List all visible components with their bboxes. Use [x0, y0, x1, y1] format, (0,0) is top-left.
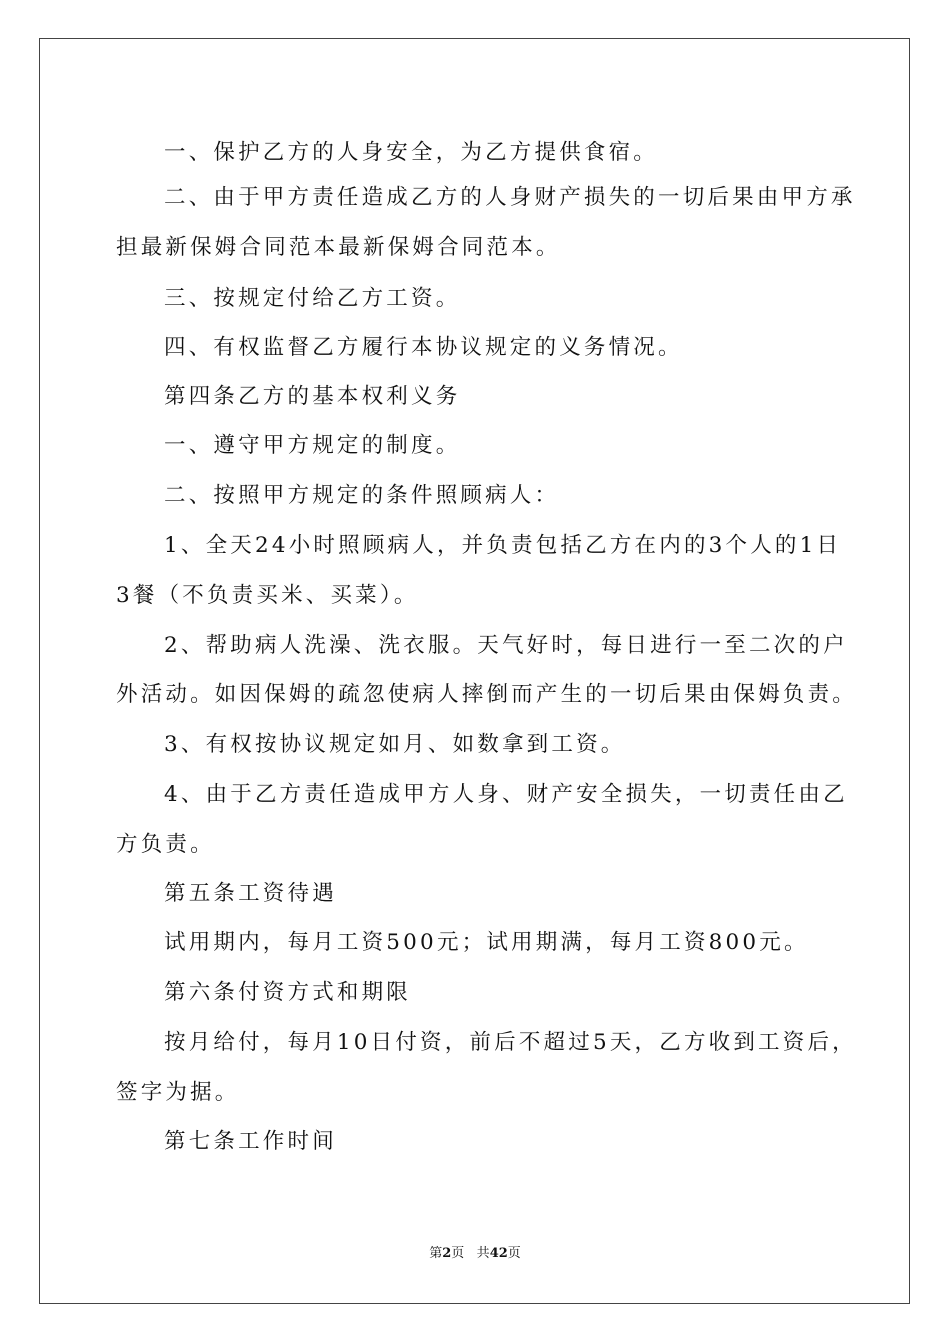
- paragraph-line: 试用期内，每月工资500元；试用期满，每月工资800元。: [164, 930, 809, 955]
- section-heading: 第六条付资方式和期限: [164, 980, 412, 1005]
- paragraph-line: 三、按规定付给乙方工资。: [164, 286, 461, 311]
- paragraph-line: 担最新保姆合同范本最新保姆合同范本。: [116, 235, 561, 260]
- paragraph-line: 一、保护乙方的人身安全，为乙方提供食宿。: [164, 140, 659, 165]
- paragraph-line: 二、由于甲方责任造成乙方的人身财产损失的一切后果由甲方承: [164, 185, 856, 210]
- page-number: 2: [442, 1246, 452, 1261]
- paragraph-line: 一、遵守甲方规定的制度。: [164, 433, 461, 458]
- paragraph-line: 方负责。: [116, 832, 215, 857]
- page-prefix: 第: [429, 1246, 443, 1261]
- paragraph-line: 1、全天24小时照顾病人，并负责包括乙方在内的3个人的1日: [164, 533, 842, 558]
- paragraph-line: 四、有权监督乙方履行本协议规定的义务情况。: [164, 335, 683, 360]
- section-heading: 第四条乙方的基本权利义务: [164, 384, 461, 409]
- section-heading: 第五条工资待遇: [164, 881, 337, 906]
- paragraph-line: 二、按照甲方规定的条件照顾病人：: [164, 483, 560, 508]
- page-total: 42: [489, 1246, 508, 1261]
- paragraph-line: 签字为据。: [116, 1080, 240, 1105]
- paragraph-line: 4、由于乙方责任造成甲方人身、财产安全损失，一切责任由乙: [164, 782, 848, 807]
- paragraph-line: 按月给付，每月10日付资，前后不超过5天，乙方收到工资后，: [164, 1030, 857, 1055]
- page-suffix: 页: [451, 1246, 465, 1261]
- paragraph-line: 外活动。如因保姆的疏忽使病人摔倒而产生的一切后果由保姆负责。: [116, 682, 858, 707]
- section-heading: 第七条工作时间: [164, 1129, 337, 1154]
- page-border: [39, 38, 910, 1304]
- total-prefix: 共: [476, 1246, 490, 1261]
- paragraph-line: 2、帮助病人洗澡、洗衣服。天气好时，每日进行一至二次的户: [164, 633, 848, 658]
- paragraph-line: 3、有权按协议规定如月、如数拿到工资。: [164, 732, 626, 757]
- page-footer: [0, 1246, 950, 1262]
- paragraph-line: 3餐（不负责买米、买菜）。: [116, 583, 419, 608]
- total-suffix: 页: [507, 1246, 521, 1261]
